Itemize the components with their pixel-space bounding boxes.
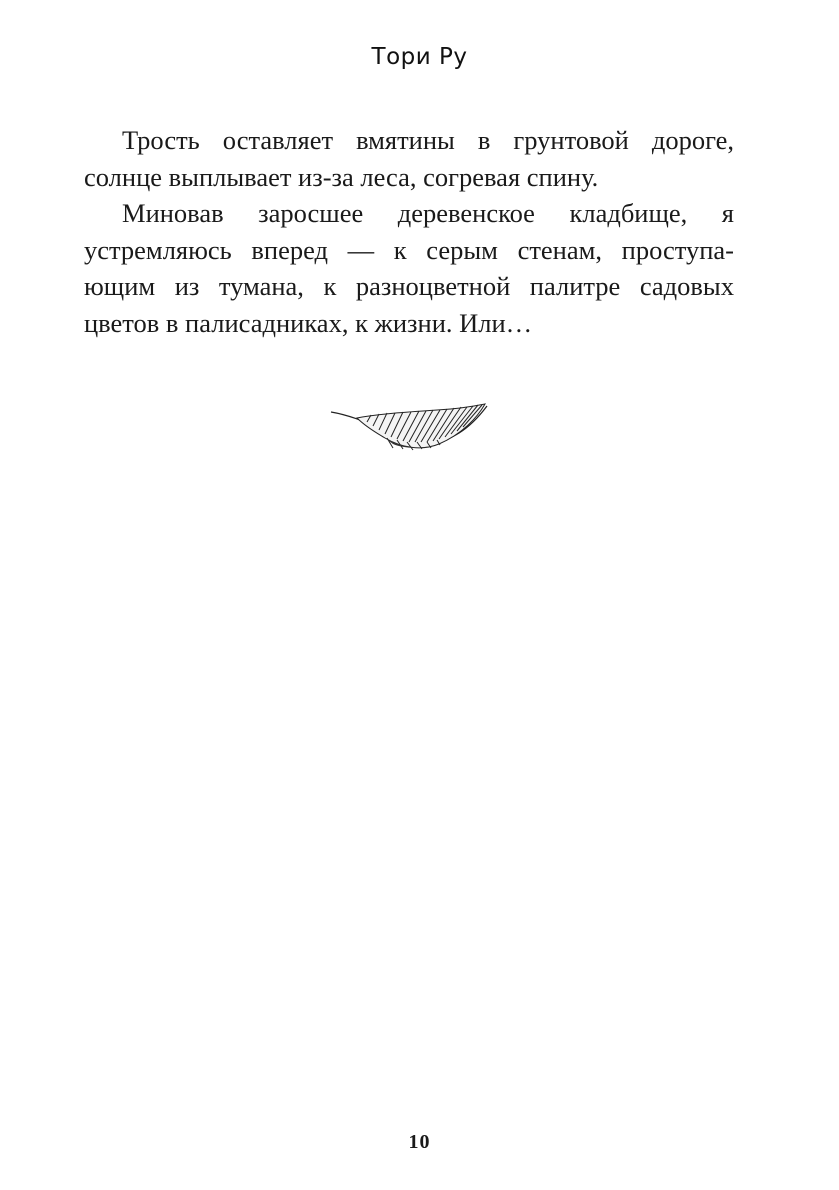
text-line: солнце выплывает из-за леса, согревая спину. xyxy=(84,161,599,192)
text-line: Трость оставляет вмятины в грунтовой дороге, xyxy=(122,125,734,155)
paragraph-1 xyxy=(84,122,734,195)
body-text xyxy=(84,122,734,341)
text-line: цветов в палисадниках, к жизни. Или… xyxy=(84,307,533,338)
text-line: Миновав заросшее деревенское кладбище, я xyxy=(122,198,734,228)
running-head: Тори Ру xyxy=(371,44,468,70)
paragraph-2 xyxy=(84,195,734,341)
text-line: ющим из тумана, к разноцветной палитре садовых xyxy=(84,271,734,301)
feather-icon xyxy=(327,398,491,456)
text-line: устремляюсь вперед — к серым стенам, проступа- xyxy=(84,234,734,265)
page-number: 10 xyxy=(408,1131,431,1153)
